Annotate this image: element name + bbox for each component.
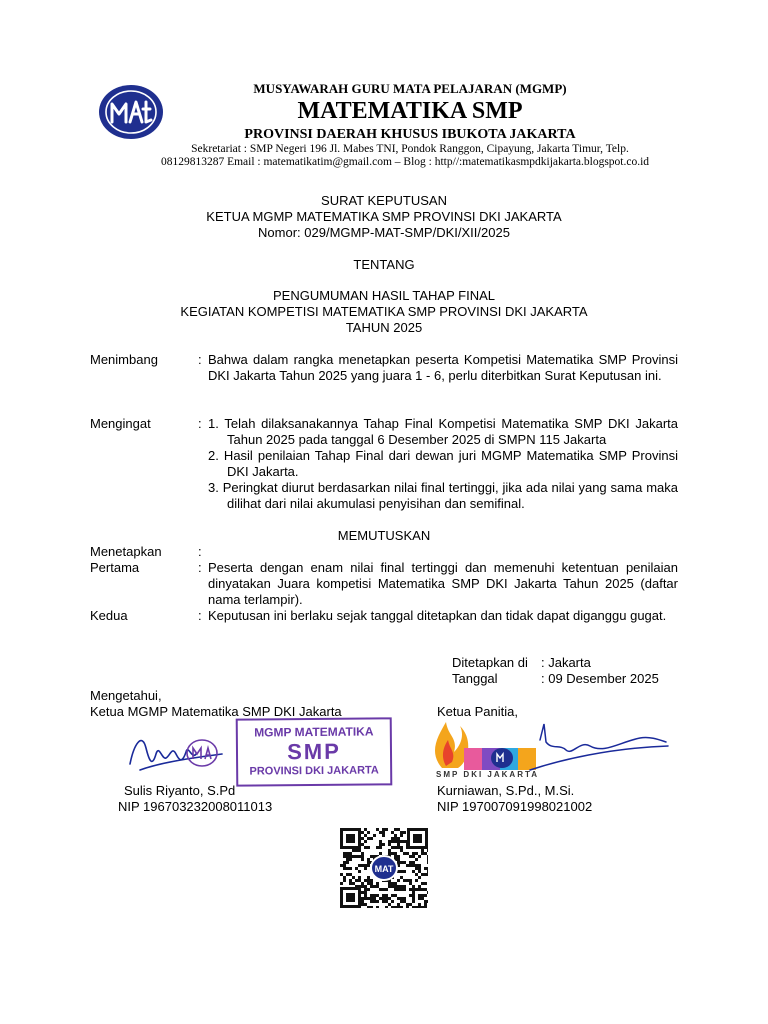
left-signer-name: Sulis Riyanto, S.Pd bbox=[124, 783, 236, 798]
official-stamp bbox=[236, 717, 393, 786]
kedua-text: Keputusan ini berlaku sejak tanggal ditetapkan dan tidak dapat diganggu gugat. bbox=[208, 608, 667, 623]
letterhead-address-line2: 08129813287 Email : matematikatim@gmail.com – Blog : http//:matematikasmpdkijakarta.blogspot.co.id bbox=[160, 156, 650, 168]
left-signer-nip: NIP 196703232008011013 bbox=[118, 799, 273, 814]
menimbang-label: Menimbang bbox=[90, 352, 158, 367]
qr-logo-text: MAT bbox=[374, 864, 394, 874]
menimbang-text: Bahwa dalam rangka menetapkan peserta Kompetisi Matematika SMP Provinsi DKI Jakarta Tahun 2025 yang juara 1 - 6, perlu diterbitkan Surat Keputusan ini. bbox=[208, 352, 678, 383]
letterhead-org: MUSYAWARAH GURU MATA PELAJARAN (MGMP) bbox=[253, 81, 567, 96]
event-logo-caption: SMP DKI JAKARTA bbox=[436, 770, 540, 779]
letterhead-province: PROVINSI DAERAH KHUSUS IBUKOTA JAKARTA bbox=[244, 127, 576, 142]
right-signer-name: Kurniawan, S.Pd., M.Si. bbox=[437, 783, 575, 798]
left-acknowledge: Mengetahui, bbox=[90, 688, 162, 703]
menimbang-colon: : bbox=[198, 352, 202, 367]
menetapkan-label: Menetapkan bbox=[90, 544, 162, 559]
pertama-colon: : bbox=[198, 560, 202, 575]
letterhead-name: MATEMATIKA SMP bbox=[297, 98, 523, 124]
doc-number: Nomor: 029/MGMP-MAT-SMP/DKI/XII/2025 bbox=[258, 225, 510, 240]
mengingat-item-1: 1. Telah dilaksanakannya Tahap Final Kompetisi Matematika SMP DKI Jakarta Tahun 2025 pada tanggal 6 Desember 2025 di SMPN 115 Jakarta bbox=[208, 416, 678, 447]
place-label: Ditetapkan di bbox=[452, 655, 528, 670]
stamp-line-3: PROVINSI DKI JAKARTA bbox=[249, 764, 379, 778]
date-label: Tanggal bbox=[452, 671, 498, 686]
right-signature bbox=[500, 720, 670, 780]
date-value: : 09 Desember 2025 bbox=[541, 671, 659, 686]
mengingat-colon: : bbox=[198, 416, 202, 431]
memutuskan-heading: MEMUTUSKAN bbox=[337, 528, 431, 543]
doc-subtitle: KETUA MGMP MATEMATIKA SMP PROVINSI DKI JAKARTA bbox=[206, 209, 562, 224]
doc-title: SURAT KEPUTUSAN bbox=[321, 193, 447, 208]
stamp-line-1: MGMP MATEMATIKA bbox=[254, 724, 374, 740]
pertama-label: Pertama bbox=[90, 560, 140, 575]
kedua-label: Kedua bbox=[90, 608, 128, 623]
doc-subject-3: TAHUN 2025 bbox=[345, 320, 423, 335]
pertama-text: Peserta dengan enam nilai final tertinggi dan memenuhi ketentuan penilaian dinyatakan Juara kompetisi Matematika SMP DKI Jakarta Tahun 2025 (daftar nama terlampir). bbox=[208, 560, 678, 607]
qr-code bbox=[340, 828, 428, 908]
place-value: : Jakarta bbox=[541, 655, 591, 670]
left-signer-title: Ketua MGMP Matematika SMP DKI Jakarta bbox=[90, 704, 342, 719]
doc-about: TENTANG bbox=[353, 257, 415, 272]
doc-subject-2: KEGIATAN KOMPETISI MATEMATIKA SMP PROVINSI DKI JAKARTA bbox=[180, 304, 588, 319]
right-signer-nip: NIP 197007091998021002 bbox=[437, 799, 593, 814]
letterhead-address-line1: Sekretariat : SMP Negeri 196 Jl. Mabes TNI, Pondok Ranggon, Cipayung, Jakarta Timur, Telp. bbox=[191, 143, 629, 155]
mengingat-label: Mengingat bbox=[90, 416, 151, 431]
menetapkan-colon: : bbox=[198, 544, 202, 559]
left-stamp-logo bbox=[185, 738, 219, 768]
mengingat-item-2: 2. Hasil penilaian Tahap Final dari dewan juri MGMP Matematika SMP Provinsi DKI Jakarta. bbox=[208, 448, 678, 479]
kedua-colon: : bbox=[198, 608, 202, 623]
stamp-line-2: SMP bbox=[287, 738, 341, 765]
mengingat-item-3: 3. Peringkat diurut berdasarkan nilai final tertinggi, jika ada nilai yang sama maka dilihat dari nilai akumulasi penyisihan dan semifinal. bbox=[208, 480, 678, 511]
mgmp-logo bbox=[98, 84, 164, 140]
doc-subject-1: PENGUMUMAN HASIL TAHAP FINAL bbox=[272, 288, 495, 303]
right-signer-title: Ketua Panitia, bbox=[437, 704, 518, 719]
